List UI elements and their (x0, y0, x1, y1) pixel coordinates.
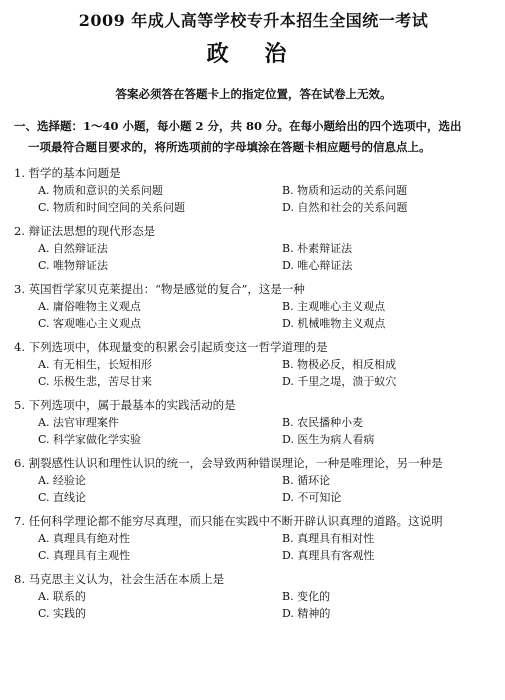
question-list (14, 164, 493, 622)
option-a: A. 法官审理案件 (38, 416, 119, 429)
question-8 (14, 570, 493, 622)
option-a: A. 联系的 (38, 590, 86, 603)
option-c: C. 真理具有主观性 (38, 549, 131, 562)
option-d: D. 千里之堤，溃于蚁穴 (282, 375, 397, 388)
instruction-line-1: 一、选择题：1～40 小题，每小题 2 分，共 80 分。在每小题给出的四个选项中，选出 (14, 119, 462, 133)
question-3 (14, 280, 493, 332)
instruction-line-2: 一项最符合题目要求的，将所选项前的字母填涂在答题卡相应题号的信息点上。 (28, 140, 431, 154)
question-stem: 8. 马克思主义认为，社会生活在本质上是 (14, 572, 225, 586)
options-grid (14, 414, 493, 448)
question-2 (14, 222, 493, 274)
question-stem: 3. 英国哲学家贝克莱提出：“物是感觉的复合”，这是一种 (14, 282, 305, 296)
option-c: C. 乐极生悲，苦尽甘来 (38, 375, 153, 388)
option-c: C. 实践的 (38, 607, 87, 620)
question-stem: 4. 下列选项中，体现量变的积累会引起质变这一哲学道理的是 (14, 340, 328, 354)
question-stem: 6. 割裂感性认识和理性认识的统一，会导致两种错误理论，一种是唯理论，另一种是 (14, 456, 443, 470)
option-d: D. 真理具有客观性 (282, 549, 375, 562)
question-stem: 5. 下列选项中，属于最基本的实践活动的是 (14, 398, 236, 412)
option-a: A. 庸俗唯物主义观点 (38, 300, 141, 313)
options-grid (14, 182, 493, 216)
question-4 (14, 338, 493, 390)
section-instructions (14, 116, 493, 158)
option-d: D. 唯心辩证法 (282, 259, 353, 272)
question-5 (14, 396, 493, 448)
exam-title: 2009 年成人高等学校专升本招生全国统一考试 (78, 11, 429, 30)
option-b: B. 农民播种小麦 (282, 416, 364, 429)
option-b: B. 物极必反，相反相成 (282, 358, 397, 371)
option-c: C. 物质和时间空间的关系问题 (38, 201, 186, 214)
option-c: C. 直线论 (38, 491, 87, 504)
question-stem: 7. 任何科学理论都不能穷尽真理，而只能在实践中不断开辟认识真理的道路。这说明 (14, 514, 443, 528)
question-stem: 1. 哲学的基本问题是 (14, 166, 121, 180)
option-a: A. 真理具有绝对性 (38, 532, 130, 545)
option-b: B. 物质和运动的关系问题 (282, 184, 408, 197)
option-c: C. 科学家做化学实验 (38, 433, 142, 446)
option-d: D. 自然和社会的关系问题 (282, 201, 408, 214)
option-b: B. 真理具有相对性 (282, 532, 375, 545)
option-d: D. 机械唯物主义观点 (282, 317, 386, 330)
option-a: A. 物质和意识的关系问题 (38, 184, 163, 197)
options-grid (14, 298, 493, 332)
subject-title: 政 治 (206, 41, 301, 67)
option-b: B. 主观唯心主义观点 (282, 300, 386, 313)
question-6 (14, 454, 493, 506)
option-d: D. 精神的 (282, 607, 331, 620)
option-c: C. 唯物辩证法 (38, 259, 109, 272)
option-d: D. 医生为病人看病 (282, 433, 375, 446)
option-a: A. 自然辩证法 (38, 242, 108, 255)
options-grid (14, 356, 493, 390)
option-b: B. 循环论 (282, 474, 331, 487)
answer-notice: 答案必须答在答题卡上的指定位置，答在试卷上无效。 (115, 87, 392, 101)
question-7 (14, 512, 493, 564)
options-grid (14, 472, 493, 506)
options-grid (14, 588, 493, 622)
option-a: A. 有无相生，长短相形 (38, 358, 152, 371)
option-a: A. 经验论 (38, 474, 86, 487)
option-d: D. 不可知论 (282, 491, 342, 504)
question-stem: 2. 辩证法思想的现代形态是 (14, 224, 156, 238)
option-c: C. 客观唯心主义观点 (38, 317, 142, 330)
question-1 (14, 164, 493, 216)
options-grid (14, 240, 493, 274)
options-grid (14, 530, 493, 564)
option-b: B. 朴素辩证法 (282, 242, 353, 255)
option-b: B. 变化的 (282, 590, 331, 603)
